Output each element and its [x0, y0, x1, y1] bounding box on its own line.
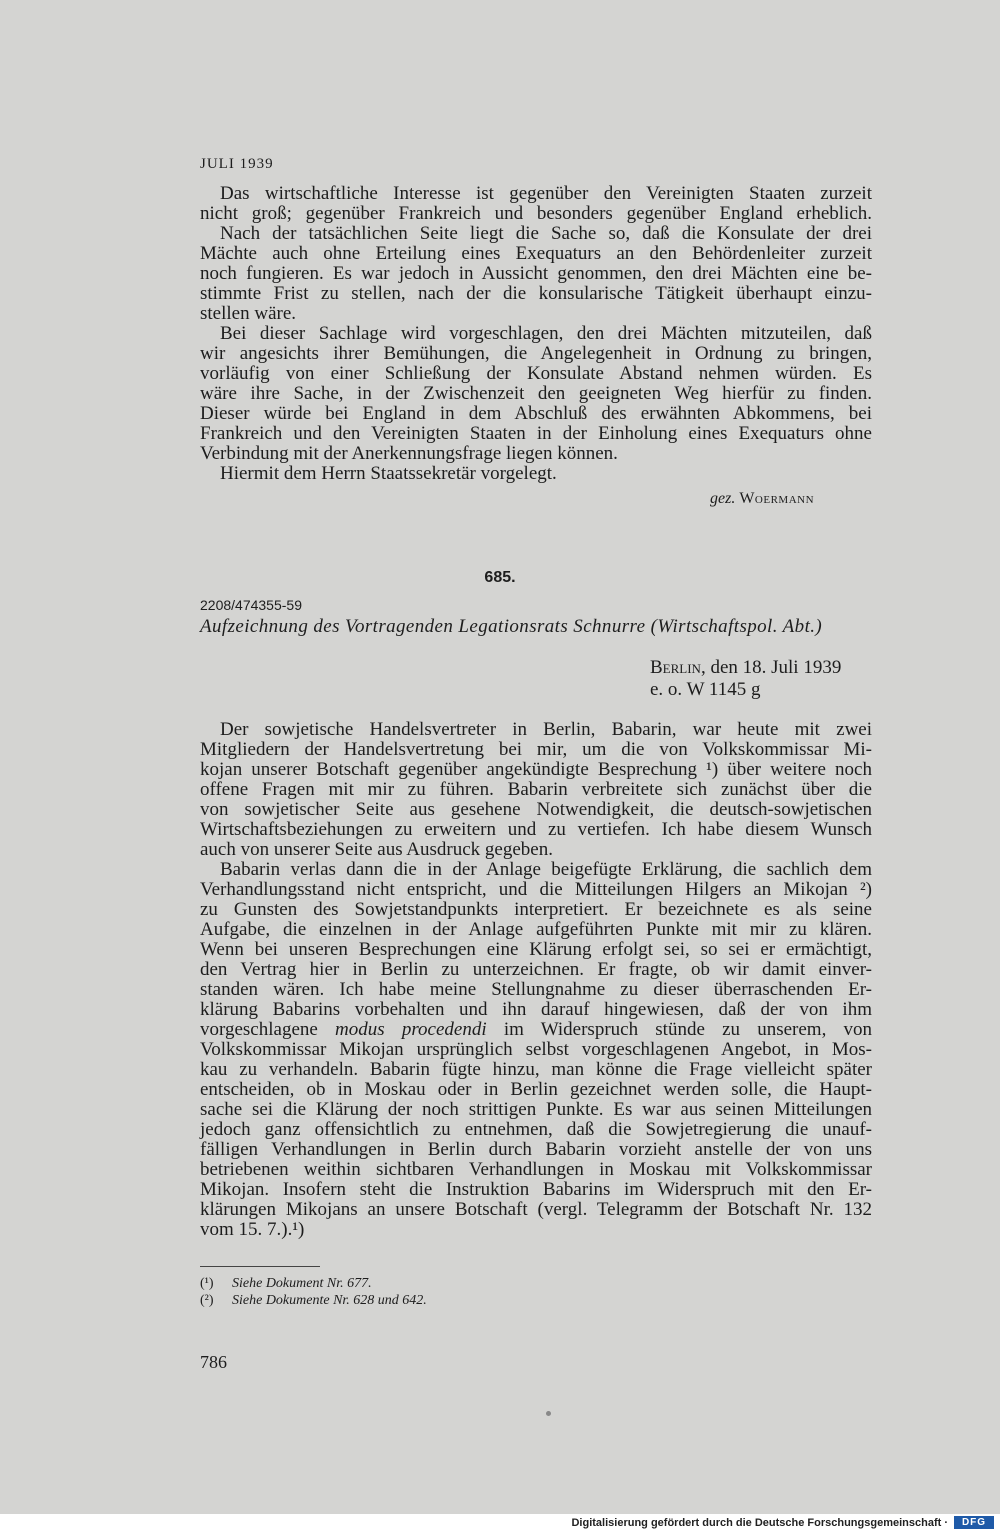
signature: [710, 490, 814, 508]
text-line: Bei dieser Sachlage wird vorgeschlagen, den drei Mächten mitzuteilen, daß: [220, 323, 872, 344]
text-line: kojan unserer Botschaft gegenüber angekündigte Besprechung ¹) über weitere noch: [200, 759, 872, 780]
footnote-text: Siehe Dokumente Nr. 628 und 642.: [232, 1293, 427, 1308]
text-line: auch von unserer Seite aus Ausdruck gegeben.: [200, 839, 553, 860]
text-line: Wirtschaftsbeziehungen zu erweitern und zu vertiefen. Ich habe diesem Wunsch: [200, 819, 872, 840]
text-line: Mitgliedern der Handelsvertretung bei mir, um die von Volkskommissar Mi-: [200, 739, 872, 760]
text-line: Verhandlungsstand nicht entspricht, und die Mitteilungen Hilgers an Mikojan ²): [200, 879, 872, 900]
speck-mark: [546, 1411, 551, 1416]
dateline-city: Berlin: [650, 657, 701, 678]
text-line: Verbindung mit der Anerkennungsfrage liegen können.: [200, 443, 618, 464]
footnote: [200, 1292, 427, 1309]
page-number: 786: [200, 1352, 227, 1372]
text-line: Mächte auch ohne Erteilung eines Exequaturs an den Behördenleiter zurzeit: [200, 243, 872, 264]
text-segment: vorgeschlagene: [200, 1019, 318, 1040]
text-line: Volkskommissar Mikojan ursprünglich selbst vorgeschlagenen Angebot, in Mos-: [200, 1039, 872, 1060]
text-line: [200, 1020, 872, 1040]
dfg-logo[interactable]: DFG: [954, 1516, 994, 1529]
text-line: noch fungieren. Es war jedoch in Aussicht genommen, den drei Mächten eine be-: [200, 263, 872, 284]
main-section: [200, 720, 872, 1240]
text-line: fälligen Verhandlungen in Berlin durch Babarin vorzieht anstelle der von uns: [200, 1139, 872, 1160]
text-segment: im Widerspruch stünde zu unserem, von: [503, 1019, 873, 1040]
document-number: 685.: [484, 569, 516, 586]
dateline-reference: e. o. W 1145 g: [650, 679, 761, 700]
text-line: Nach der tatsächlichen Seite liegt die Sache so, daß die Konsulate der drei: [220, 223, 872, 244]
text-line: wäre ihre Sache, in der Zwischenzeit den geeigneten Weg hierfür zu finden.: [200, 383, 872, 404]
text-line: Hiermit dem Herrn Staatssekretär vorgelegt.: [220, 463, 557, 484]
footnote: [200, 1275, 427, 1292]
top-section: [200, 184, 872, 484]
text-line: stellen wäre.: [200, 303, 297, 324]
text-line: jedoch ganz offensichtlich zu entnehmen, daß die Sowjetregierung die unauf-: [200, 1119, 872, 1140]
text-line: den Vertrag hier in Berlin zu unterzeichnen. Er fragte, ob wir damit einver-: [200, 959, 872, 980]
text-line: von sowjetischer Seite aus gesehene Notwendigkeit, die deutsch-sowjetischen: [200, 799, 872, 820]
footnote-mark: (¹): [200, 1276, 214, 1291]
file-reference: 2208/474355-59: [200, 597, 302, 613]
dateline-date: , den 18. Juli 1939: [700, 657, 842, 678]
text-line: sache sei die Klärung der noch strittigen Punkte. Es war aus seinen Mitteilungen: [200, 1099, 872, 1120]
signature-prefix: gez.: [710, 490, 736, 507]
running-head: JULI 1939: [200, 156, 274, 172]
text-line: betriebenen weithin sichtbaren Verhandlungen in Moskau mit Volkskommissar: [200, 1159, 872, 1180]
text-line: kau zu verhandeln. Babarin fügte hinzu, man könne die Frage vielleicht später: [200, 1059, 872, 1080]
text-line: klärung Babarins vorbehalten und ihn darauf hingewiesen, daß der von ihm: [200, 999, 872, 1020]
footnote-text: Siehe Dokument Nr. 677.: [232, 1276, 372, 1291]
text-line: stimmte Frist zu stellen, nach der die konsularische Tätigkeit überhaupt einzu-: [200, 283, 872, 304]
text-line: Frankreich und den Vereinigten Staaten in der Einholung eines Exequaturs ohne: [200, 423, 872, 444]
footer-bar: [0, 1514, 1000, 1532]
text-line: entscheiden, ob in Moskau oder in Berlin gezeichnet werden solle, die Haupt-: [200, 1079, 872, 1100]
text-line: nicht groß; gegenüber Frankreich und besonders gegenüber England erheblich.: [200, 203, 872, 224]
signature-name: Woermann: [739, 490, 815, 507]
text-line: Dieser würde bei England in dem Abschluß des erwähnten Abkommens, bei: [200, 403, 872, 424]
dateline: [650, 657, 841, 701]
text-line: Wenn bei unseren Besprechungen eine Klärung erfolgt sei, so sei er ermächtigt,: [200, 939, 872, 960]
document-heading: Aufzeichnung des Vortragenden Legationsrats Schnurre (Wirtschaftspol. Abt.): [200, 616, 823, 637]
text-line: offene Fragen mit mir zu führen. Babarin verbreitete sich zunächst über die: [200, 779, 872, 800]
text-line: Babarin verlas dann die in der Anlage beigefügte Erklärung, die sachlich dem: [220, 859, 872, 880]
text-line: klärungen Mikojans an unsere Botschaft (vergl. Telegramm der Botschaft Nr. 132: [200, 1199, 872, 1220]
footnote-mark: (²): [200, 1293, 214, 1308]
text-line: vom 15. 7.).¹): [200, 1219, 305, 1240]
text-line: zu Gunsten des Sowjetstandpunkts interpretiert. Er bezeichnete es als seine: [200, 899, 872, 920]
footnotes: [200, 1275, 427, 1309]
text-line: Mikojan. Insofern steht die Instruktion Babarins im Widerspruch mit den Er-: [200, 1179, 872, 1200]
text-line: Aufgabe, die einzelnen in der Anlage aufgeführten Punkte mit mir zu klären.: [200, 919, 872, 940]
latin-phrase: modus procedendi: [335, 1019, 487, 1040]
text-line: standen wären. Ich habe meine Stellungnahme zu dieser überraschenden Er-: [200, 979, 872, 1000]
text-line: Das wirtschaftliche Interesse ist gegenüber den Vereinigten Staaten zurzeit: [220, 183, 872, 204]
footnote-rule: [200, 1266, 320, 1267]
text-line: vorläufig von einer Schließung der Konsulate Abstand nehmen würden. Es: [200, 363, 872, 384]
text-line: wir angesichts ihrer Bemühungen, die Angelegenheit in Ordnung zu bringen,: [200, 343, 872, 364]
text-line: Der sowjetische Handelsvertreter in Berlin, Babarin, war heute mit zwei: [220, 719, 872, 740]
footer-text: Digitalisierung gefördert durch die Deutsche Forschungsgemeinschaft ·: [571, 1517, 948, 1529]
